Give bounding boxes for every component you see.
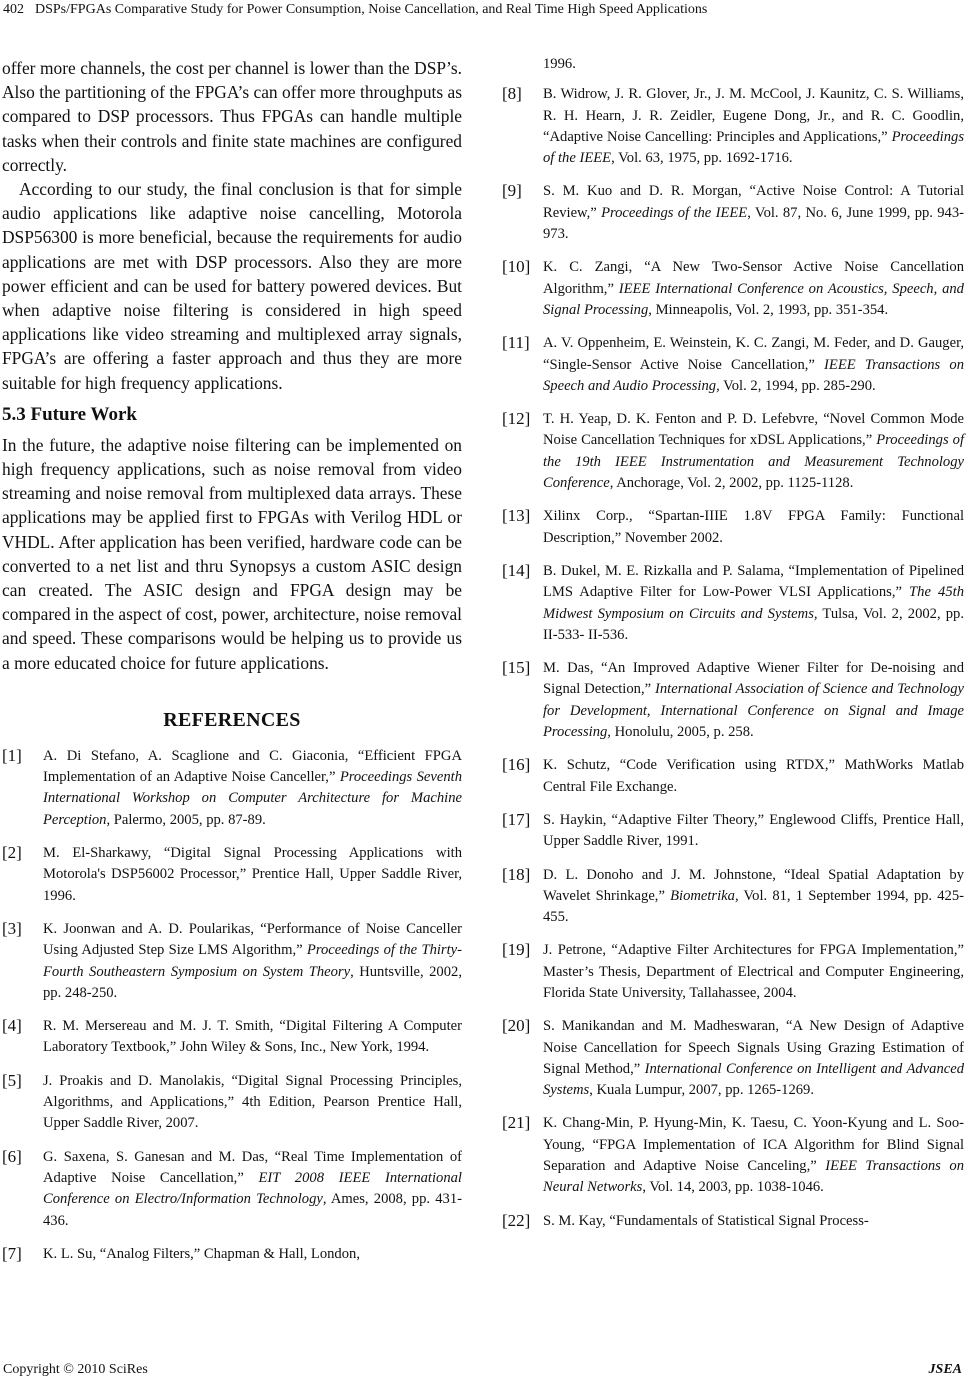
reference-number: [4] (2, 1016, 22, 1036)
reference-venue: Proceedings of the IEEE (543, 128, 964, 167)
reference-text: B. Widrow, J. R. Glover, Jr., J. M. McCool, J. Kaunitz, C. S. Williams, R. H. Hearn, J. R. Zeidler, Eugene Dong, Jr., and R. C. Goodlin, “Adaptive Noise Cancelling: Principles and Applications,” (543, 86, 964, 145)
reference-venue: Biometrika, (670, 887, 739, 904)
reference-number: [15] (502, 658, 531, 678)
reference-text: M. Das, “An Improved Adaptive Wiener Filter for De-noising and Signal Detection,” (543, 660, 964, 698)
reference-number: [14] (502, 560, 531, 580)
reference-text: 1996. (543, 56, 576, 72)
reference-details: Vol. 81, 1 September 1994, pp. 425-455. (543, 887, 964, 926)
reference-number: [12] (502, 409, 531, 429)
body-paragraph: In the future, the adaptive noise filtering can be implemented on high frequency applications, such as noise removal from video streaming and noise removal from multiplexed data arrays. These applications may be applied first to FPGAs with Verilog HDL or VHDL. After application has been verified, hardware code can be converted to a net list and thru Synopsys a custom ASIC design can created. The ASIC design and FPGA design may be compared in the aspect of cost, power, architecture, noise removal and speed. These comparisons would be helping us to provide us a more educated choice for future applications. (2, 434, 462, 673)
reference-venue: EIT 2008 IEEE International Conference on Electro/Information Technology (43, 1169, 462, 1208)
reference-details: , Palermo, 2005, pp. 87-89. (106, 811, 266, 828)
reference-details: Vol. 2, 1994, pp. 285-290. (719, 377, 876, 394)
reference-text: A. Di Stefano, A. Scaglione and C. Giaconia, “Efficient FPGA Implementation of an Adaptive Noise Canceller,” (43, 747, 462, 786)
copyright-notice: Copyright © 2010 SciRes (3, 1362, 148, 1377)
reference-text: K. Chang-Min, P. Hyung-Min, K. Taesu, C. Yoon-Kyung and L. Soo-Young, “FPGA Implementation of ICA Algorithm for Blind Signal Separation and Adaptive Noise Canceling,” (543, 1115, 964, 1175)
reference-item (502, 658, 964, 743)
reference-number: [11] (502, 333, 530, 353)
reference-text: Xilinx Corp., “Spartan-IIIE 1.8V FPGA Family: Functional Description,” November 2002. (543, 508, 964, 546)
reference-text: S. M. Kay, “Fundamentals of Statistical Signal Process- (543, 1212, 869, 1229)
reference-details: , Ames, 2008, pp. 431-436. (43, 1191, 462, 1229)
reference-item (502, 810, 964, 853)
reference-item (2, 1016, 462, 1059)
reference-number: [5] (2, 1070, 22, 1090)
reference-text: B. Dukel, M. E. Rizkalla and P. Salama, “Implementation of Pipelined LMS Adaptive Filter for Low-Power VLSI Applications,” (543, 562, 964, 601)
reference-number: [20] (502, 1016, 531, 1036)
reference-number: [22] (502, 1210, 531, 1230)
page-number: 402 (3, 2, 24, 17)
reference-venue: Proceedings Seventh International Workshop on Computer Architecture for Machine Perception (43, 769, 462, 828)
reference-number: [10] (502, 257, 531, 277)
reference-venue: Proceedings of the Thirty-Fourth Southeastern Symposium on System Theory (43, 942, 462, 980)
right-column (502, 54, 964, 1244)
reference-number: [6] (2, 1146, 22, 1166)
journal-abbrev: JSEA (928, 1362, 962, 1377)
reference-text: T. H. Yeap, D. K. Fenton and P. D. Lefebvre, “Novel Common Mode Noise Cancellation Techniques for xDSL Applications,” (543, 411, 964, 449)
reference-text: S. Manikandan and M. Madheswaran, “A New Design of Adaptive Noise Cancellation for Speech Signals Using Grazing Estimation of Signal Method,” (543, 1018, 964, 1077)
reference-number: [1] (2, 745, 22, 765)
reference-item (2, 1071, 462, 1135)
reference-venue: Proceedings of the 19th IEEE Instrumentation and Measurement Technology Conference (543, 432, 965, 492)
reference-text: S. M. Kuo and D. R. Morgan, “Active Noise Control: A Tutorial Review,” (543, 183, 964, 221)
reference-details: , Vol. 87, No. 6, June 1999, pp. 943-973. (543, 204, 965, 243)
reference-text: S. Haykin, “Adaptive Filter Theory,” Englewood Cliffs, Prentice Hall, Upper Saddle River, 1991. (543, 811, 964, 850)
reference-item (502, 755, 964, 798)
reference-text: J. Proakis and D. Manolakis, “Digital Signal Processing Principles, Algorithms, and Applications,” 4th Edition, Pearson Prentice Hall, Upper Saddle River, 2007. (43, 1072, 462, 1132)
reference-text: K. L. Su, “Analog Filters,” Chapman & Hall, London, (43, 1245, 360, 1262)
reference-venue: IEEE Transactions on Neural Networks (543, 1158, 965, 1196)
reference-text: K. Joonwan and A. D. Poularikas, “Performance of Noise Canceller Using Adjusted Step Size LMS Algorithm,” (43, 920, 462, 959)
reference-text: A. V. Oppenheim, E. Weinstein, K. C. Zangi, M. Feder, and D. Gauger, “Single-Sensor Active Noise Cancellation,” (543, 335, 964, 373)
reference-text: J. Petrone, “Adaptive Filter Architectures for FPGA Implementation,” Master’s Thesis, Department of Electrical and Computer Engineering, Florida State University, Tallahassee, 2004. (543, 942, 964, 1001)
reference-details: , Vol. 63, 1975, pp. 1692-1716. (611, 150, 793, 167)
reference-details: , Vol. 14, 2003, pp. 1038-1046. (642, 1179, 824, 1196)
reference-text: G. Saxena, S. Ganesan and M. Das, “Real Time Implementation of Adaptive Noise Cancellation,” (43, 1148, 462, 1186)
reference-item (502, 333, 964, 397)
reference-number: [8] (502, 84, 522, 104)
reference-item (502, 84, 964, 169)
reference-number: [19] (502, 940, 531, 960)
reference-item (502, 561, 964, 646)
reference-details: , Huntsville, 2002, pp. 248-250. (43, 963, 462, 1001)
reference-venue: Proceedings of the IEEE (601, 204, 748, 221)
reference-item (2, 746, 462, 831)
reference-number: [9] (502, 181, 522, 201)
reference-details: , Kuala Lumpur, 2007, pp. 1265-1269. (589, 1082, 814, 1099)
reference-item (502, 506, 964, 549)
reference-details: Honolulu, 2005, p. 258. (610, 724, 754, 741)
reference-item (2, 1244, 462, 1265)
body-paragraph: offer more channels, the cost per channel is lower than the DSP’s. Also the partitioning of the FPGA’s can offer more throughputs as compared to DSP processors. Thus FPGAs can handle multiple tasks when their controls and finite state machines are configured correctly. (2, 58, 462, 175)
reference-text: K. Schutz, “Code Verification using RTDX,” MathWorks Matlab Central File Exchange. (543, 757, 964, 795)
reference-text: K. C. Zangi, “A New Two-Sensor Active Noise Cancellation Algorithm,” (543, 259, 964, 297)
reference-item (502, 1211, 964, 1232)
reference-item (2, 843, 462, 907)
reference-venue: IEEE International Conference on Acoustics, Speech, and Signal Processing (543, 280, 964, 318)
reference-details: , Anchorage, Vol. 2, 2002, pp. 1125-1128. (609, 475, 854, 492)
running-header (0, 2, 966, 22)
reference-number: [17] (502, 809, 531, 829)
reference-item (2, 1147, 462, 1232)
reference-number: [2] (2, 843, 22, 863)
reference-venue: International Conference on Intelligent and Advanced Systems (543, 1060, 964, 1099)
reference-continuation (502, 54, 964, 75)
reference-list (2, 746, 462, 1265)
reference-item (502, 181, 964, 245)
body-paragraph: According to our study, the final conclusion is that for simple audio applications like adaptive noise cancelling, Motorola DSP56300 is more beneficial, because the requirements for audio applications are met with DSP processors. Also they are more power efficient and can be used for battery powered devices. But when adaptive noise filtering is considered in high speed applications like video streaming and multiplexed array signals, FPGA’s are offering a faster approach and thus they are more suitable for high frequency applications. (2, 179, 462, 393)
left-column (2, 56, 462, 1277)
reference-venue: IEEE Transactions on Speech and Audio Processing, (543, 356, 964, 394)
reference-text: R. M. Mersereau and M. J. T. Smith, “Digital Filtering A Computer Laboratory Textbook,” John Wiley & Sons, Inc., New York, 1994. (43, 1018, 462, 1056)
reference-number: [18] (502, 864, 531, 884)
reference-text: M. El-Sharkawy, “Digital Signal Processing Applications with Motorola's DSP56002 Processor,” Prentice Hall, Upper Saddle River, 1996. (43, 845, 462, 904)
reference-venue: The 45th Midwest Symposium on Circuits and Systems, (543, 584, 964, 622)
reference-item (502, 940, 964, 1004)
reference-venue: International Association of Science and Technology for Development, International Conference on Signal and Image Processing, (543, 681, 964, 741)
reference-item (502, 409, 964, 494)
running-title: DSPs/FPGAs Comparative Study for Power Consumption, Noise Cancellation, and Real Time High Speed Applications (35, 2, 708, 17)
reference-item (502, 257, 964, 321)
reference-item (502, 1113, 964, 1198)
reference-item (2, 919, 462, 1004)
reference-item (502, 1016, 964, 1101)
references-heading: REFERENCES (163, 708, 301, 731)
reference-text: D. L. Donoho and J. M. Johnstone, “Ideal Spatial Adaptation by Wavelet Shrinkage,” (543, 866, 964, 904)
reference-item (502, 865, 964, 929)
section-heading: 5.3 Future Work (2, 403, 137, 425)
reference-number: [7] (2, 1243, 22, 1263)
reference-number: [13] (502, 506, 531, 526)
reference-details: , Minneapolis, Vol. 2, 1993, pp. 351-354. (648, 301, 889, 318)
reference-list (502, 84, 964, 1232)
reference-number: [21] (502, 1113, 531, 1133)
reference-number: [3] (2, 918, 22, 938)
reference-number: [16] (502, 755, 531, 775)
reference-details: Tulsa, Vol. 2, 2002, pp. II-533- II-536. (543, 605, 965, 643)
